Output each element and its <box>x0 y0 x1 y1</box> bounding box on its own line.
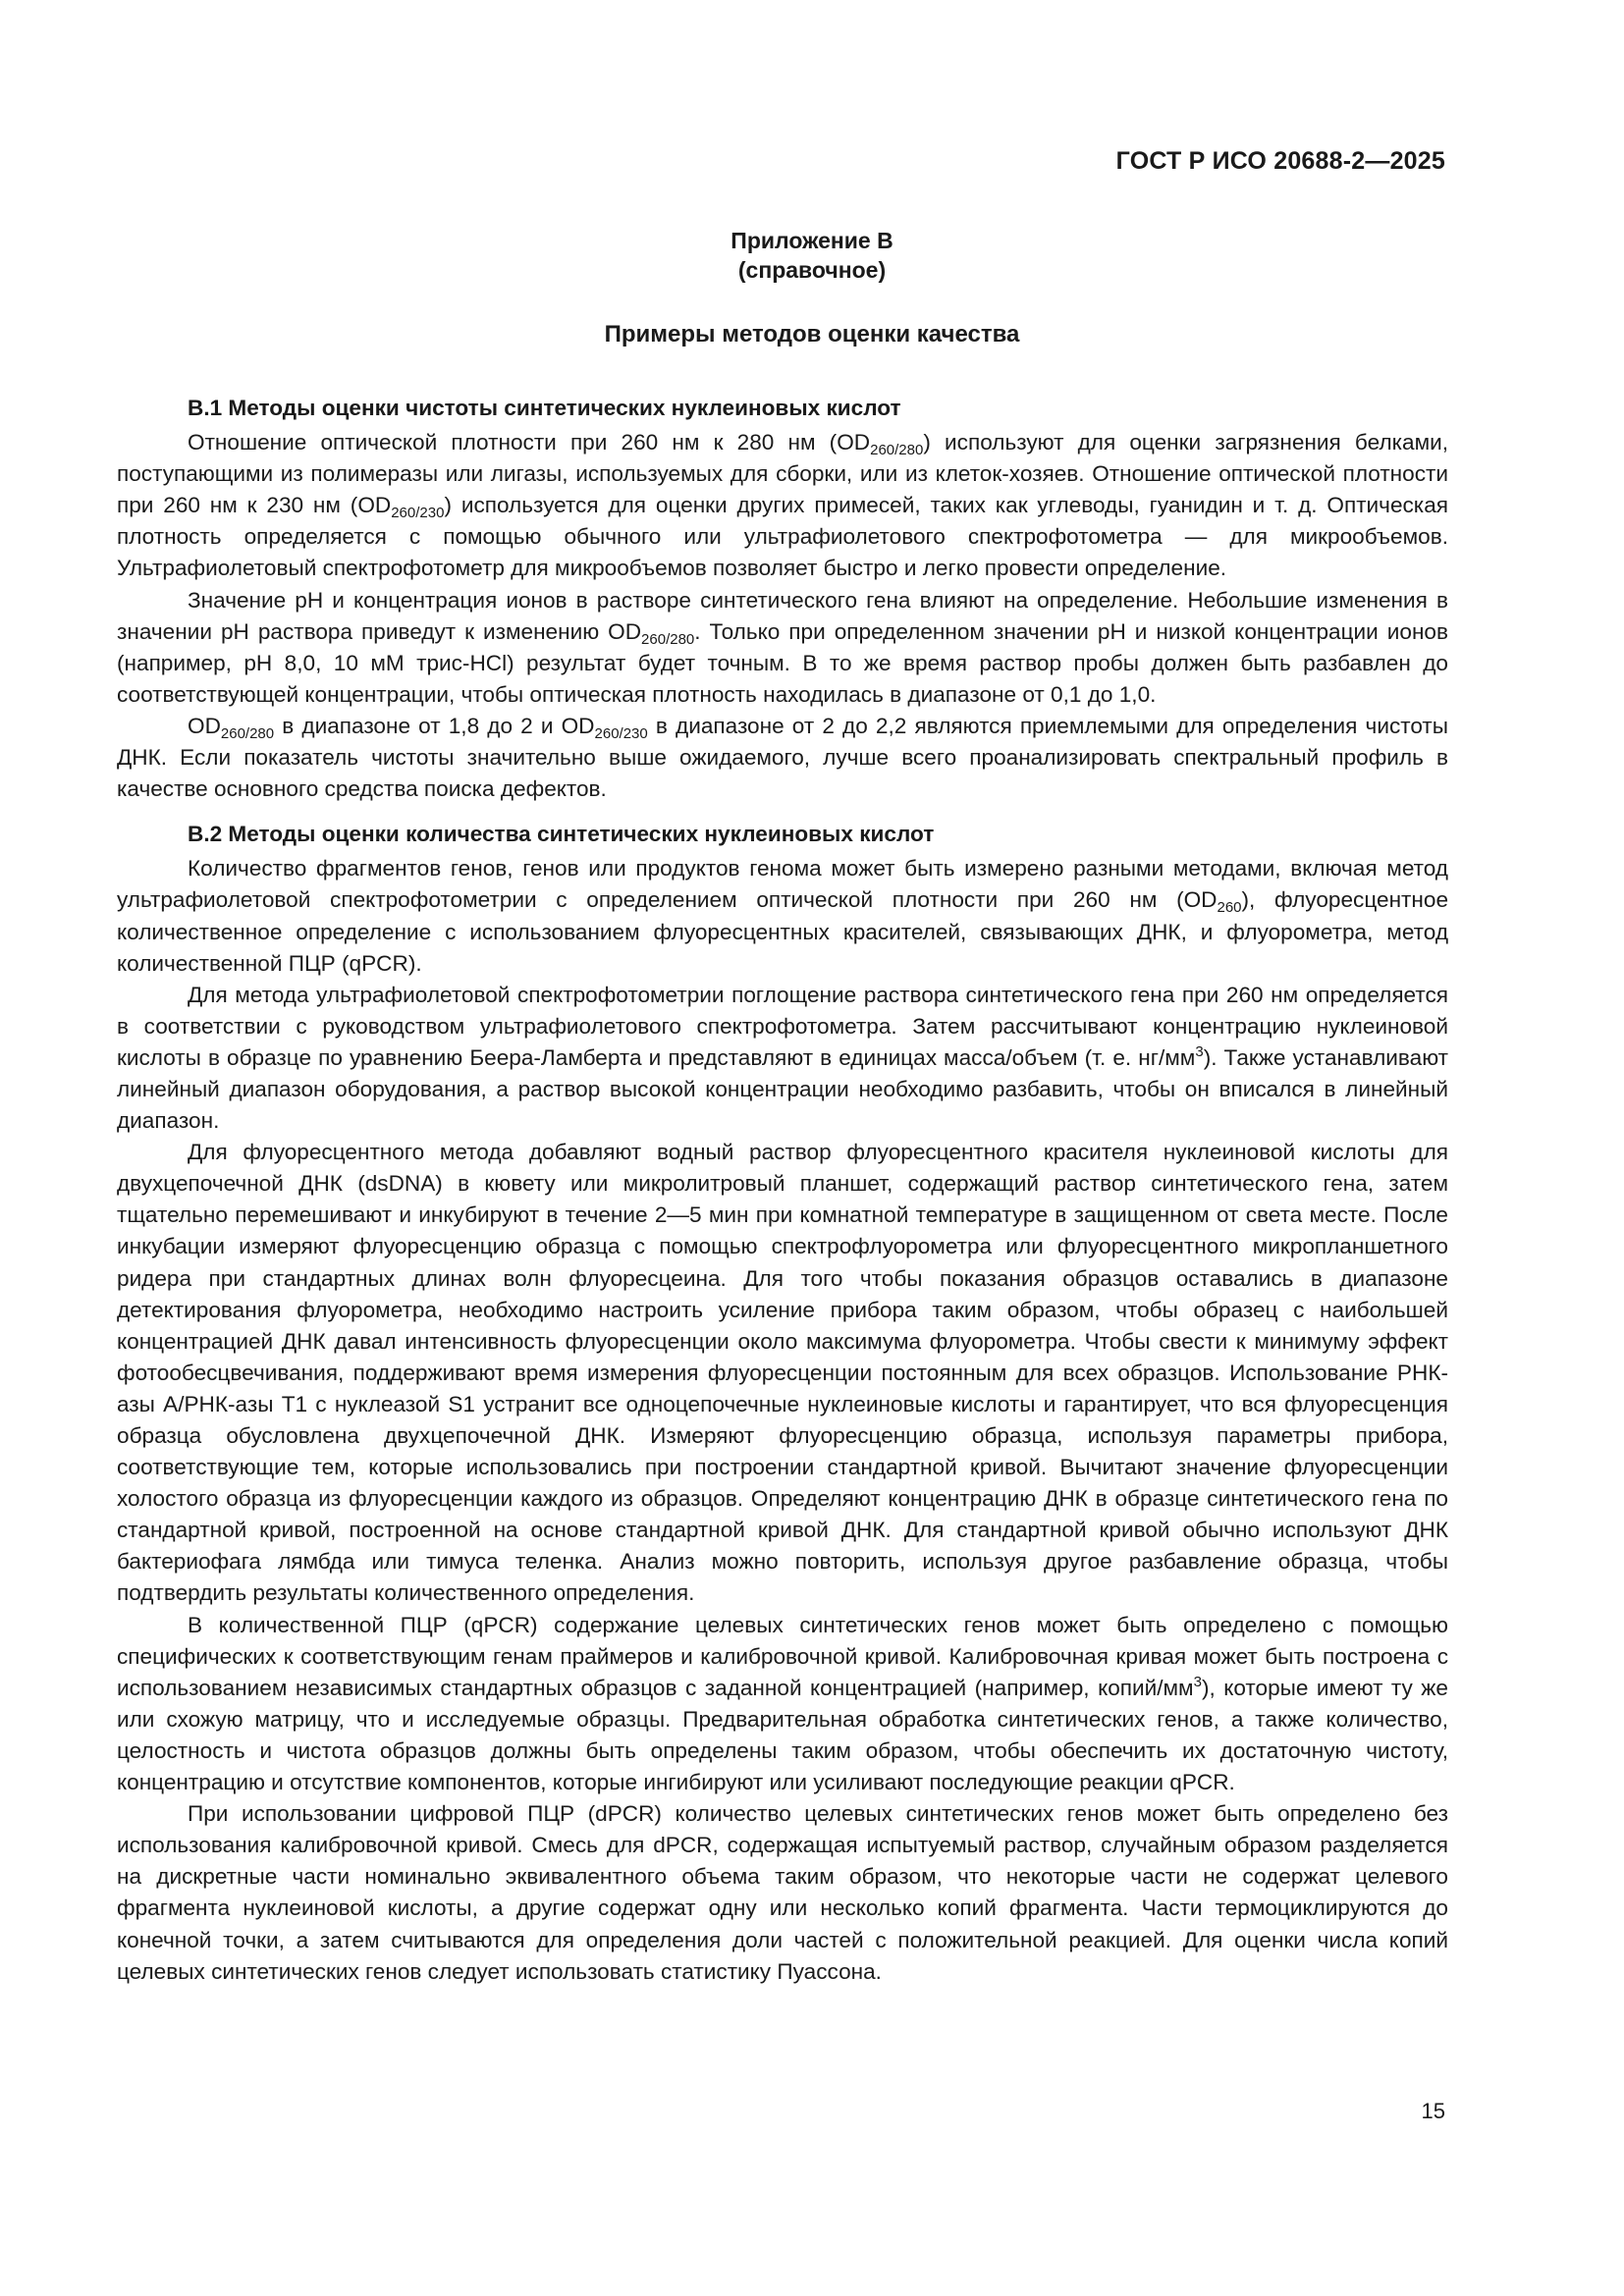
section-heading-b2: В.2 Методы оценки количества синтетических нуклеиновых кислот <box>188 822 935 847</box>
paragraph: $OD_{260/280}$ в диапазоне от 1,8 до 2 и $OD_{260/230}$ в диапазоне от 2 до 2,2 являются приемлемыми для определения чистоты ДНК. Если показатель чистоты значительно выше ожидаемого, лучше всего проанализировать спектральный профиль в качестве основного средства поиска дефектов. <box>117 713 1448 802</box>
annex-block <box>0 226 1624 285</box>
document-id: ГОСТ Р ИСО 20688-2—2025 <box>1115 147 1445 175</box>
paragraph: Для флуоресцентного метода добавляют водный раствор флуоресцентного красителя нуклеиновой кислоты для двухцепочечной ДНК (dsDNA) в кювету или микролитровый планшет, содержащий раствор синтетического гена, затем тщательно перемешивают и инкубируют в течение 2—5 мин при комнатной температуре в защищенном от света месте. После инкубации измеряют флуоресценцию образца с помощью спектрофлуорометра или флуоресцентного микропланшетного ридера при стандартных длинах волн флуоресцеина. Для того чтобы показания образцов оставались в диапазоне детектирования флуорометра, необходимо настроить усиление прибора таким образом, чтобы образец с наибольшей концентрацией ДНК давал интенсивность флуоресценции около максимума флуорометра. Чтобы свести к минимуму эффект фотообесцвечивания, поддерживают время измерения флуоресценции постоянным для всех образцов. Использование РНК-азы A/РНК-азы T1 с нуклеазой S1 устранит все одноцепочечные нуклеиновые кислоты и гарантирует, что вся флуоресценция образца обусловлена двухцепочечной ДНК. Измеряют флуоресценцию образца, используя параметры прибора, соответствующие тем, которые использовались при построении стандартной кривой. Вычитают значение флуоресценции холостого образца из флуоресценции каждого из образцов. Определяют концентрацию ДНК в образце синтетического гена по стандартной кривой, построенной на основе стандартной кривой ДНК. Для стандартной кривой обычно используют ДНК бактериофага лямбда или тимуса теленка. Анализ можно повторить, используя другое разбавление образца, чтобы подтвердить результаты количественного определения. <box>117 1140 1448 1606</box>
paragraph: Отношение оптической плотности при 260 нм к 280 нм $(OD_{260/280})$ используют для оценки загрязнения белками, поступающими из полимеразы или лигазы, используемых для сборки, или из клеток-хозяев. Отношение оптической плотности при 260 нм к 230 нм $(OD_{260/230})$ используется для оценки других примесей, таких как углеводы, гуанидин и т. д. Оптическая плотность определяется с помощью обычного или ультрафиолетового спектрофотометра — для микрообъемов. Ультрафиолетовый спектрофотометр для микрообъемов позволяет быстро и легко провести определение. <box>117 430 1448 581</box>
annex-status: (справочное) <box>737 257 887 283</box>
paragraph: В количественной ПЦР (qPCR) содержание целевых синтетических генов может быть определено с помощью специфических к соответствующим генам праймеров и калибровочной кривой. Калибровочная кривая может быть построена с использованием независимых стандартных образцов с заданной концентрацией (например, копий/$мм^3$), которые имеют ту же или схожую матрицу, что и исследуемые образцы. Предварительная обработка синтетических генов, а также количество, целостность и чистота образцов должны быть определены таким образом, чтобы обеспечить их достаточную чистоту, концентрацию и отсутствие компонентов, которые ингибируют или усиливают последующие реакции qPCR. <box>117 1612 1448 1795</box>
annex-title: Примеры методов оценки качества <box>604 321 1020 347</box>
paragraph: Для метода ультрафиолетовой спектрофотометрии поглощение раствора синтетического гена при 260 нм определяется в соответствии с руководством ультрафиолетового спектрофотометра. Затем рассчитывают концентрацию нуклеиновой кислоты в образце по уравнению Беера-Ламберта и представляют в единицах масса/объем (т. е. $нг/мм^3$). Также устанавливают линейный диапазон оборудования, а раствор высокой концентрации необходимо разбавить, чтобы он вписался в линейный диапазон. <box>117 982 1448 1134</box>
annex-label: Приложение В <box>731 228 893 253</box>
paragraph: Значение рН и концентрация ионов в растворе синтетического гена влияют на определение. Небольшие изменения в значении рН раствора приведут к изменению $OD_{260/280}$. Только при определенном значении рН и низкой концентрации ионов (например, рН 8,0, 10 мМ трис-HCl) результат будет точным. В то же время раствор пробы должен быть разбавлен до соответствующей концентрации, чтобы оптическая плотность находилась в диапазоне от 0,1 до 1,0. <box>117 587 1448 707</box>
body-text <box>117 393 1448 1988</box>
paragraph: Количество фрагментов генов, генов или продуктов генома может быть измерено разными методами, включая метод ультрафиолетовой спектрофотометрии с определением оптической плотности при 260 нм $(OD_{260})$, флуоресцентное количественное определение с использованием флуоресцентных красителей, связывающих ДНК, и флуорометра, метод количественной ПЦР (qPCR). <box>117 856 1449 976</box>
page-number: 15 <box>1421 2099 1445 2123</box>
section-heading-b1: В.1 Методы оценки чистоты синтетических нуклеиновых кислот <box>188 396 901 420</box>
paragraph: При использовании цифровой ПЦР (dPCR) количество целевых синтетических генов может быть определено без использования калибровочной кривой. Смесь для dPCR, содержащая испытуемый раствор, случайным образом разделяется на дискретные части номинально эквивалентного объема таким образом, что некоторые части не содержат целевого фрагмента нуклеиновой кислоты, а другие содержат одну или несколько копий фрагмента. Части термоциклируются до конечной точки, а затем считываются для определения доли частей с положительной реакцией. Для оценки числа копий целевых синтетических генов следует использовать статистику Пуассона. <box>117 1801 1448 1984</box>
